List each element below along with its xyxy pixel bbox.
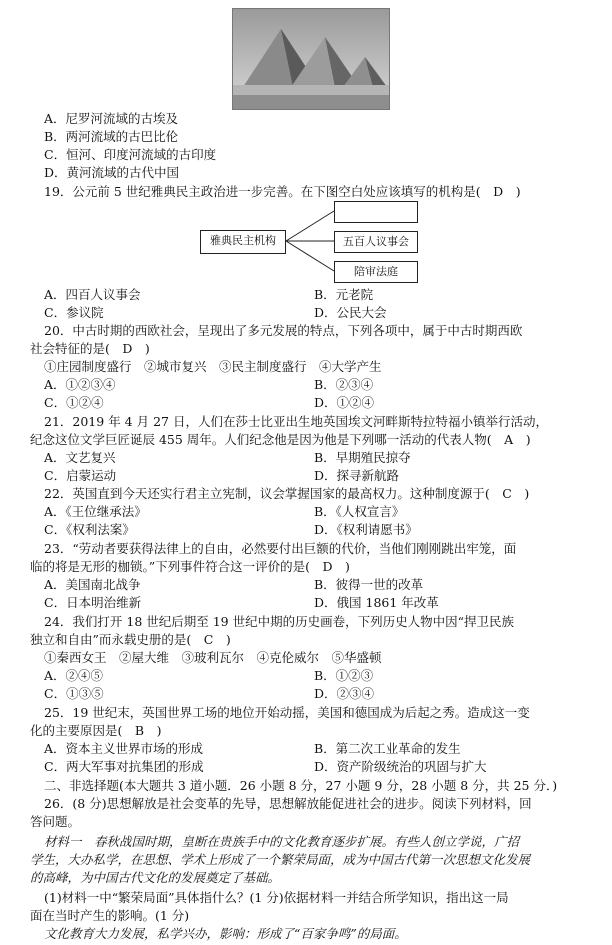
q20-stem-line1: 20．中古时期的西欧社会，呈现出了多元发展的特点，下列各项中，属于中古时期西欧 — [44, 323, 523, 338]
pyramid-photo — [232, 8, 390, 110]
q24-stem-line1: 24．我们打开 18 世纪后期至 19 世纪中期的历史画卷，下列历史人物中因“捍卫民族 — [44, 614, 515, 629]
q20-option-a: A．①②③④ — [44, 377, 116, 392]
q20-option-d: D．①②④ — [314, 395, 375, 410]
q24-option-a: A．②④⑤ — [44, 668, 104, 683]
q26-sub1-line1: (1)材料一中“繁荣局面”具体指什么？(1 分)依据材料一并结合所学知识，指出这一局 — [44, 890, 509, 905]
q18-option-c: C．恒河、印度河流域的古印度 — [44, 147, 217, 162]
q23-option-a: A．美国南北战争 — [44, 577, 141, 592]
q26-stem-line1: 26．(8 分)思想解放是社会变革的先导，思想解放能促进社会的进步。阅读下列材料，回 — [44, 796, 532, 811]
q25-option-c: C．两大军事对抗集团的形成 — [44, 759, 204, 774]
q19-option-b: B．元老院 — [314, 287, 374, 302]
q19-diagram-council-box: 五百人议事会 — [334, 231, 418, 253]
q22-option-d: D．《权利请愿书》 — [314, 522, 418, 537]
q26-material-line2: 学生，大办私学，在思想、学术上形成了一个繁荣局面，成为中国古代第一次思想文化发展 — [30, 852, 531, 867]
pyramid-illustration — [233, 9, 389, 109]
q21-stem-line2: 纪念这位文学巨匠诞辰 455 周年。人们纪念他是因为他是下列哪一活动的代表人物( A ) — [30, 432, 531, 447]
q19-diagram-court-box: 陪审法庭 — [334, 261, 418, 283]
q19-stem: 19．公元前 5 世纪雅典民主政治进一步完善。在下图空白处应该填写的机构是( D ) — [44, 184, 521, 199]
q26-material-line1: 材料一 春秋战国时期，皇断在贵族手中的文化教育逐步扩展。有些人创立学说，广招 — [44, 834, 520, 849]
q26-answer: 文化教育大力发展，私学兴办，影响：形成了“百家争鸣”的局面。 — [44, 926, 407, 941]
q18-option-b: B．两河流域的古巴比伦 — [44, 129, 179, 144]
q22-option-c: C．《权利法案》 — [44, 522, 135, 537]
q26-stem-line2: 答问题。 — [30, 814, 81, 829]
q24-stem-line2: 独立和自由”而永载史册的是( C ) — [30, 632, 231, 647]
q22-stem: 22．英国直到今天还实行君主立宪制，议会掌握国家的最高权力。这种制度源于( C ) — [44, 486, 530, 501]
q23-option-d: D．俄国 1861 年改革 — [314, 595, 439, 610]
q25-stem-line2: 化的主要原因是( B ) — [30, 723, 162, 738]
q21-option-a: A．文艺复兴 — [44, 450, 116, 465]
q20-option-c: C．①②④ — [44, 395, 104, 410]
q19-diagram-blank-box — [334, 201, 418, 223]
q23-option-c: C．日本明治维新 — [44, 595, 142, 610]
q19-option-d: D．公民大会 — [314, 305, 387, 320]
q24-items: ①秦西女王 ②屋大维 ③玻利瓦尔 ④克伦威尔 ⑤华盛顿 — [44, 650, 382, 665]
q23-option-b: B．彼得一世的改革 — [314, 577, 424, 592]
q21-option-b: B．早期殖民掠夺 — [314, 450, 411, 465]
q24-option-b: B．①②③ — [314, 668, 374, 683]
q20-items: ①庄园制度盛行 ②城市复兴 ③民主制度盛行 ④大学产生 — [44, 359, 382, 374]
q19-option-c: C．参议院 — [44, 305, 104, 320]
q18-option-a: A．尼罗河流域的古埃及 — [44, 111, 179, 126]
q21-option-c: C．启蒙运动 — [44, 468, 117, 483]
q19-diagram-main-box: 雅典民主机构 — [200, 230, 286, 254]
q25-option-b: B．第二次工业革命的发生 — [314, 741, 461, 756]
section2-heading: 二、非选择题(本大题共 3 道小题．26 小题 8 分，27 小题 9 分，28 小题 8 分，共 25 分．) — [44, 778, 558, 793]
q21-option-d: D．探寻新航路 — [314, 468, 400, 483]
q20-option-b: B．②③④ — [314, 377, 374, 392]
q21-stem-line1: 21．2019 年 4 月 27 日，人们在莎士比亚出生地英国埃文河畔斯特拉特福小镇举行活动， — [44, 414, 548, 429]
q22-option-a: A．《王位继承法》 — [44, 504, 147, 519]
q24-option-c: C．①③⑤ — [44, 686, 104, 701]
q23-stem-line1: 23．“劳动者要获得法律上的自由，必然要付出巨额的代价，当他们刚刚跳出牢笼，面 — [44, 541, 517, 556]
q25-option-d: D．资产阶级统治的巩固与扩大 — [314, 759, 487, 774]
q25-option-a: A．资本主义世界市场的形成 — [44, 741, 204, 756]
q23-stem-line2: 临的将是无形的枷锁。”下列事件符合这一评价的是( D ) — [30, 559, 350, 574]
q26-sub1-line2: 面在当时产生的影响。(1 分) — [30, 908, 190, 923]
q25-stem-line1: 25．19 世纪末，英国世界工场的地位开始动摇，美国和德国成为后起之秀。造成这一变 — [44, 705, 530, 720]
q19-option-a: A．四百人议事会 — [44, 287, 141, 302]
q18-option-d: D．黄河流域的古代中国 — [44, 165, 180, 180]
q24-option-d: D．②③④ — [314, 686, 375, 701]
q20-stem-line2: 社会特征的是( D ) — [30, 341, 150, 356]
q26-material-line3: 的高峰，为中国古代文化的发展奠定了基础。 — [30, 870, 281, 885]
q22-option-b: B．《人权宣言》 — [314, 504, 405, 519]
